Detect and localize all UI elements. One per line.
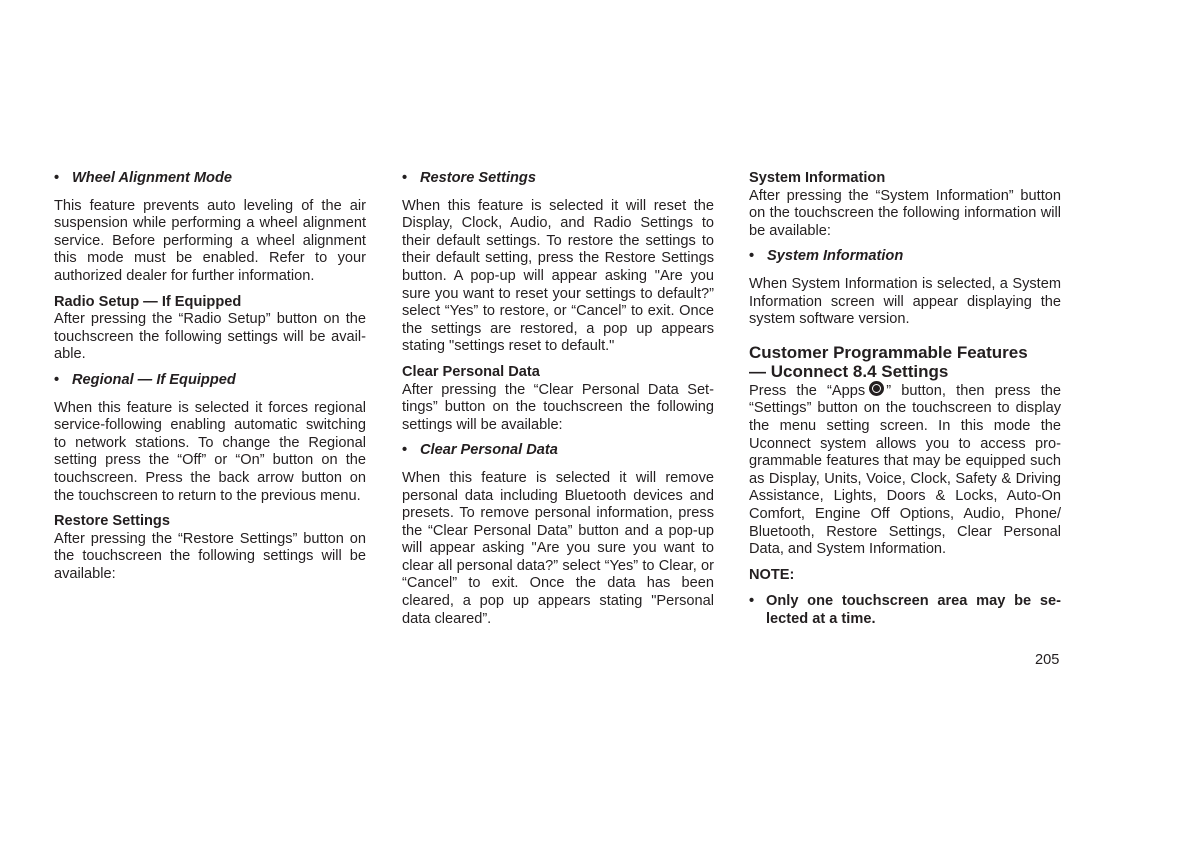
bullet-wheel-alignment-mode <box>54 170 366 188</box>
bullet-icon: • <box>402 170 408 186</box>
section-title-line-1: Customer Programmable Features <box>749 342 1028 362</box>
bullet-label: System Information <box>767 248 904 265</box>
system-information-description: When System Information is selected, a System Information screen will appear displaying the system software version. <box>749 275 1061 328</box>
note-label: NOTE: <box>749 566 795 583</box>
apps-icon <box>869 381 884 396</box>
paragraph-text-rest: ” button, then press the “Settings” button on the touchscreen to display the menu setting screen. In this mode the Uconnect system allows you to access programmable features that may be equipped such as Display, Units, Voice, Clock, Safety & Driving Assistance, Lights, Doors & Locks, Auto-On Comfort, Engine Off Options, Audio, Phone/ Bluetooth, Restore Settings, Clear Personal Data, and System Information. <box>749 382 1061 558</box>
bullet-label: Clear Personal Data <box>420 442 558 459</box>
radio-setup-heading: Radio Setup — If Equipped <box>54 293 242 310</box>
section-title <box>749 343 1061 381</box>
clear-personal-data-description: When this feature is selected it will remove personal data including Bluetooth devices and presets. To remove personal information, press the “Clear Personal Data” button and a pop-up will appear asking "Are you sure you want to clear all personal data?” select “Yes” to Clear, or “Cancel” to exit. Once the data has been cleared, a pop up appears stating "Personal data cleared”. <box>402 469 714 627</box>
column-1 <box>54 170 366 591</box>
bullet-icon: • <box>402 442 408 459</box>
column-3 <box>749 170 1061 628</box>
note-text: Only one touchscreen area may be selected at a time. <box>766 593 1061 627</box>
note-bullet <box>749 593 1061 628</box>
bullet-restore-settings <box>402 170 714 188</box>
system-information-paragraph: After pressing the “System Information” button on the touchscreen the following information will be available: <box>749 187 1061 239</box>
restore-settings-description: When this feature is selected it will reset the Display, Clock, Audio, and Radio Settings to their default settings. To restore the settings to their default setting, press the Restore Settings button. A pop-up will appear asking "Are you sure you want to reset your settings to default?” select “Yes” to restore, or “Cancel” to exit. Once the settings are restored, a pop up appears stating "settings reset to default." <box>402 197 714 355</box>
page-number: 205 <box>1035 652 1060 668</box>
bullet-label: Wheel Alignment Mode <box>72 170 232 186</box>
paragraph-text-start: Press the “Apps <box>749 382 866 399</box>
bullet-label: Restore Settings <box>420 170 536 186</box>
uconnect-settings-paragraph <box>749 381 1061 559</box>
bullet-system-information <box>749 248 1061 266</box>
column-2 <box>402 170 714 636</box>
section-title-line-2: — Uconnect 8.4 Settings <box>749 361 949 381</box>
wheel-alignment-paragraph: This feature prevents auto leveling of the air suspension while performing a wheel alignment service. Before performing a wheel alignment this mode must be enabled. Refer to your authorized dealer for further information. <box>54 197 366 284</box>
restore-settings-paragraph: After pressing the “Restore Settings” button on the touchscreen the following settings will be available: <box>54 530 366 582</box>
radio-setup-paragraph: After pressing the “Radio Setup” button on the touchscreen the following settings will be available. <box>54 311 366 363</box>
clear-personal-data-paragraph: After pressing the “Clear Personal Data Settings” button on the touchscreen the following settings will be available: <box>402 381 714 433</box>
regional-paragraph: When this feature is selected it forces regional service-following enabling automatic switching to network stations. To change the Regional setting press the “Off” or “On” button on the touchscreen. Press the back arrow button on the touchscreen to return to the previous menu. <box>54 399 366 504</box>
bullet-icon: • <box>54 371 60 388</box>
bullet-clear-personal-data <box>402 442 714 460</box>
restore-settings-heading: Restore Settings <box>54 513 170 530</box>
bullet-regional <box>54 372 366 390</box>
clear-personal-data-heading: Clear Personal Data <box>402 363 540 380</box>
bullet-icon: • <box>749 248 755 265</box>
bullet-icon: • <box>54 170 60 186</box>
bullet-icon: • <box>749 593 755 610</box>
bullet-label: Regional — If Equipped <box>72 371 236 388</box>
system-information-heading: System Information <box>749 170 886 186</box>
